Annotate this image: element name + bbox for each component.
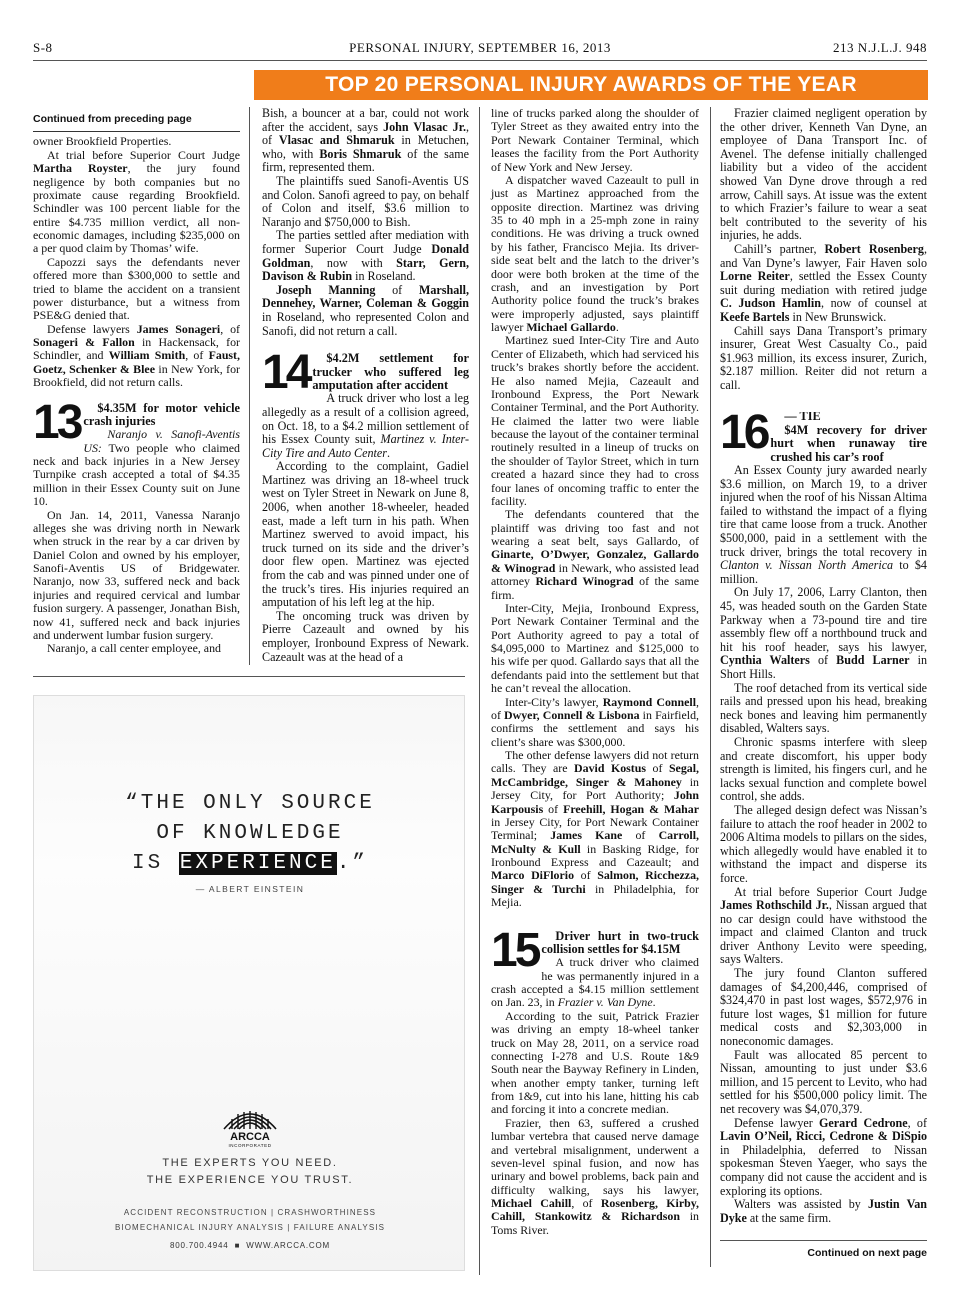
paragraph: Inter-City’s lawyer, Raymond Connell, of Dwyer, Connell & Lisbona in Fairfield, confirms the settlement and says his client’s share was $300,000.	[491, 694, 699, 749]
award-16	[720, 412, 927, 1225]
paragraph: The roof detached from its vertical side rails and pressed upon his head, breaking neck bones and leaving him permanently disabled, Walters says.	[720, 680, 927, 736]
award-headline: $4.35M for motor vehicle crash injuries	[83, 401, 240, 428]
paragraph: Frazier, then 63, suffered a crushed lumbar vertebra that caused nerve damage and vertebral misalignment, underwent a seven-level spinal fusion, and now has urinary and bowel problems, back pain and difficulty walking, says his lawyer, Michael Cahill, of Rosenberg, Kirby, Cahill, Stankowitz & Richardson in Toms River.	[491, 1115, 699, 1237]
ad-quote: “THE ONLY SOURCE OF KNOWLEDGE IS EXPERIENCE.”	[125, 792, 375, 875]
continued-rule	[720, 1240, 927, 1241]
paragraph: The jury found Clanton suffered damages of $4,200,446, comprised of $324,470 in past lost wages, $572,976 in future lost wages, $1 million for future medical costs and $2,303,000 in noneconomic damages.	[720, 966, 927, 1049]
paragraph: The plaintiffs sued Sanofi-Aventis US and Colon. Sanofi agreed to pay, on behalf of Colon and itself, $3.6 million to Naranjo and $750,000 to Bish.	[262, 173, 469, 229]
top-rule	[33, 60, 927, 61]
paragraph: Defense lawyers James Sonageri, of Sonageri & Fallon in Hackensack, for Schindler, and William Smith, of Faust, Goetz, Schenker & Blee in New York, for Brookfield, did not return calls.	[33, 321, 240, 390]
paragraph: Chronic spasms interfere with sleep and create discomfort, his upper body strength is limited, his fingers curl, and he lacks sexual function and complete bowel control, she adds.	[720, 734, 927, 804]
paragraph: Inter-City, Mejia, Ironbound Express, Port Newark Container Terminal and the Port Authority agreed to pay a total of $4,095,000 to Martinez and $125,000 to his wife per quod. Gallardo says that all the defendants paid into the settlement but that he can’t reveal the allocation.	[491, 600, 699, 696]
paragraph: Cahill says Dana Transport’s primary insurer, Great West Casualty Co., paid $1.963 million, its excess insurer, Zurich, $2.187 million. Reiter did not return a call.	[720, 323, 927, 392]
paragraph: A dispatcher waved Cazeault to pull in just as Martinez approached from the opposite direction. Martinez was driving 35 to 40 mph in a 25-mph zone in rainy conditions. He was driving a truck owned by his father, Francisco Mejia. Its driver-side seat belt and the latch to the driver’s door were both broken at the time of the crash, and an investigation by Port Authority police found the truck’s brakes were improperly adjusted, says plaintiff lawyer Michael Gallardo.	[491, 172, 699, 334]
page-number: S-8	[33, 40, 53, 55]
award-14	[262, 352, 469, 664]
ad-quote-author: — ALBERT EINSTEIN	[195, 884, 305, 894]
paragraph: The other defense lawyers did not return calls. They are David Kostus of Segal, McCambridge, Singer & Mahoney in Jersey City, for Port Authority; John Karpousis of Freehill, Hogan & Mahar in Jersey City, for Port Newark Container Terminal; James Kane of Carroll, McNulty & Kull in Basking Ridge, for Ironbound Express and Cazeault; and Marco DiFlorio of Salmon, Ricchezza, Singer & Turchi in Philadelphia, for Mejia.	[491, 748, 699, 910]
continued-on-next-page: Continued on next page	[807, 1247, 927, 1259]
column-1	[33, 107, 240, 656]
paragraph: owner Brookfield Properties.	[33, 134, 172, 149]
paragraph: Martinez sued Inter-City Tire and Auto Center of Elizabeth, which had serviced his truck’s brakes shortly before the accident. He also named Mejia, Cazeault and Ironbound Express, the Port Newark Container Terminal, and the Port Authority. He claimed the latter two were liable because the layout of the container terminal routinely resulted in a lineup of trucks on the shoulder of Taylor Street, which in turn created a hazard since they had to cross four lanes of oncoming traffic to enter the facility.	[491, 333, 699, 508]
paragraph: Naranjo v. Sanofi-Aventis US: Two people who claimed neck and back injuries in a New Jersey Turnpike crash accepted a total of $4.35 million in their Essex County suit on June 10.	[33, 427, 240, 509]
paragraph: Fault was allocated 85 percent to Nissan, amounting to just under $3.6 million, and 15 percent to Levito, who had settled for his $500,000 policy limit. The net recovery was $4,070,379.	[720, 1047, 927, 1116]
paragraph: Walters was assisted by Justin Van Dyke at the same firm.	[720, 1197, 927, 1225]
paragraph: According to the complaint, Gadiel Martinez was driving an 18-wheel truck west on Tyler Street in Newark on June 8, 2006, when another 18-wheeler, headed east, made a left turn in his path. When Martinez swerved to avoid impact, his truck turned on its side and the driver’s door flew open. Martinez was ejected from the cab and was pinned under one of the truck’s tires. His injuries required an amputation of his left leg at the hip.	[262, 459, 469, 610]
svg-text:ARCCA: ARCCA	[230, 1131, 270, 1143]
tie-label: — TIE	[784, 412, 821, 424]
paragraph: According to the suit, Patrick Frazier was driving an empty 18-wheel tanker truck on May 28, 2011, on a service road connecting I-278 and U.S. Route 1&9 South near the Bayway Refinery in Linden, when another empty tanker, turning left from 1&9, cut into his lane, hitting his cab and forcing it into a concrete median.	[491, 1008, 699, 1117]
ad-contact: 800.700.4944 ■ WWW.ARCCA.COM	[169, 1241, 330, 1250]
ad-top-rule	[33, 676, 465, 677]
column-2	[262, 107, 469, 664]
paragraph: Frazier claimed negligent operation by the other driver, Kenneth Van Dyne, an employee of Dana Transport Inc. of Avenel. The defense initially challenged liability but a video of the accident showed Van Dyne drove through a red arrow, Cahill says. At issue was the extent to which Frazier’s failure to wear a seat belt contributed to the severity of his injuries, he adds.	[720, 106, 927, 243]
citation: 213 N.J.L.J. 948	[833, 40, 927, 55]
arcca-logo-icon	[214, 1101, 286, 1149]
paragraph: At trial before Superior Court Judge Martha Royster, the jury found negligence by both companies but no proximate cause regarding Brookfield. Schindler was 100 percent liable for the entire $4.735 million verdict, all non-economic damages, including $235,000 on a per quod claim by Thomas’ wife.	[33, 147, 240, 256]
paragraph: A truck driver who lost a leg allegedly as a result of a collision agreed, on Oct. 18, to a $4.2 million settlement of his Essex County suit, Martinez v. Inter-City Tire and Auto Center.	[262, 391, 469, 460]
ad-tagline: THE EXPERTS YOU NEED. THE EXPERIENCE YOU TRUST.	[146, 1157, 354, 1186]
paragraph: On July 17, 2006, Larry Clanton, then 45, was headed south on the Garden State Parkway when a 73-pound tire and tire assembly flew off a northbound truck and hit his roof header, says his lawyer, Cynthia Walters of Budd Larner in Short Hills.	[720, 585, 927, 681]
svg-text:INCORPORATED: INCORPORATED	[228, 1143, 272, 1148]
continued-from: Continued from preceding page	[33, 113, 192, 125]
paragraph: The alleged design defect was Nissan’s failure to attach the roof header in 2002 to 2006 Altima models to pillars on the sides, which allegedly would have enabled it to withstand the impact and disperse its force.	[720, 802, 927, 885]
rank-number: 14	[262, 352, 310, 400]
column-4	[720, 107, 927, 1225]
paragraph: line of trucks parked along the shoulder of Tyler Street as they awaited entry into the Port Newark Container Terminal, which leases the facility from the Port Authority of New York and New Jersey.	[491, 106, 699, 174]
arcca-advertisement	[33, 695, 465, 1271]
paragraph: The parties settled after mediation with former Superior Court Judge Donald Goldman, now with Starr, Gern, Davison & Rubin in Roseland.	[262, 228, 469, 284]
section-date: PERSONAL INJURY, SEPTEMBER 16, 2013	[349, 40, 611, 55]
paragraph: The defendants countered that the plaintiff was driving too fast and not wearing a seat belt, says Gallardo, of Ginarte, O’Dwyer, Gonzalez, Gallardo & Winograd in Newark, who assisted lead attorney Richard Winograd of the same firm.	[491, 507, 699, 602]
paragraph: An Essex County jury awarded nearly $3.6 million, on March 19, to a driver injured when the roof of his Nissan Altima failed to withstand the impact of a flying tire that came loose from a truck. Another $500,000, paid in a settlement with the truck driver, brings the total recovery in Clanton v. Nissan North America to $4 million.	[720, 463, 927, 586]
column-3	[491, 107, 699, 1237]
column-rule	[710, 107, 711, 1267]
ad-services: ACCIDENT RECONSTRUCTION | CRASHWORTHINESS BIOMECHANICAL INJURY ANALYSIS | FAILURE ANALYSIS	[114, 1208, 386, 1232]
paragraph: At trial before Superior Court Judge James Rothschild Jr., Nissan argued that no car design could have withstood the impact and claimed Clanton and truck driver Anthony Levito were speeding, says Walters.	[720, 884, 927, 967]
paragraph: Naranjo, a call center employee, and	[47, 641, 221, 656]
award-13	[33, 402, 240, 656]
paragraph: Joseph Manning of Marshall, Dennehey, Warner, Coleman & Goggin in Roseland, who represented Colon and Sanofi, did not return a call.	[262, 282, 469, 338]
column-rule	[249, 107, 250, 665]
paragraph: A truck driver who claimed he was permanently injured in a crash accepted a $4.15 million settlement on Jan. 23, in Frazier v. Van Dyne.	[491, 955, 699, 1010]
rank-number: 15	[491, 929, 539, 977]
paragraph: The oncoming truck was driven by Pierre Cazeault and owned by his employer, Ironbound Express of Newark. Cazeault was at the head of a	[262, 608, 469, 664]
paragraph: Cahill’s partner, Robert Rosenberg, and Van Dyne’s lawyer, Fair Haven solo Lorne Reiter, settled the Essex County suit during mediation with retired judge C. Judson Hamlin, now of counsel at Keefe Bartels in New Brunswick.	[720, 241, 928, 324]
paragraph: Bish, a bouncer at a bar, could not work after the accident, says John Vlasac Jr., of Vlasac and Shmaruk in Metuchen, who, with Boris Shmaruk of the same firm, represented them.	[262, 106, 470, 175]
rank-number: 16	[720, 412, 768, 460]
award-headline: Driver hurt in two-truck collision settles for $4.15M	[541, 929, 699, 956]
rank-number: 13	[33, 401, 81, 449]
column-rule	[479, 107, 480, 1275]
paragraph: Capozzi says the defendants never offered more than $300,000 to settle and tried to blame the accident on a transient power disturbance, but a witness from PSE&G denied that.	[33, 254, 240, 323]
award-headline: $4.2M settlement for trucker who suffered leg amputation after accident	[312, 352, 469, 392]
folio	[33, 40, 927, 56]
paragraph: On Jan. 14, 2011, Vanessa Naranjo alleges she was driving north in Newark when struck in the rear by a car driven by Daniel Colon and owned by his employer, Sanofi-Aventis US of Bridgewater. Naranjo, now 33, suffered neck and back injuries and required cervical and lumbar fusion surgery. A passenger, Jonathan Bish, now 41, suffered neck and back injuries and underwent lumbar fusion surgery.	[33, 507, 240, 642]
banner-headline: TOP 20 PERSONAL INJURY AWARDS OF THE YEAR	[254, 70, 928, 100]
award-15	[491, 930, 699, 1238]
award-headline: $4M recovery for driver hurt when runaway tire crushed his car’s roof	[770, 422, 927, 464]
paragraph: Defense lawyer Gerard Cedrone, of Lavin O’Neil, Ricci, Cedrone & DiSpio in Philadelphia, deferred to Nissan spokesman Steven Yaeger, who says the company did not cause the accident and is exploring its options.	[720, 1115, 927, 1198]
